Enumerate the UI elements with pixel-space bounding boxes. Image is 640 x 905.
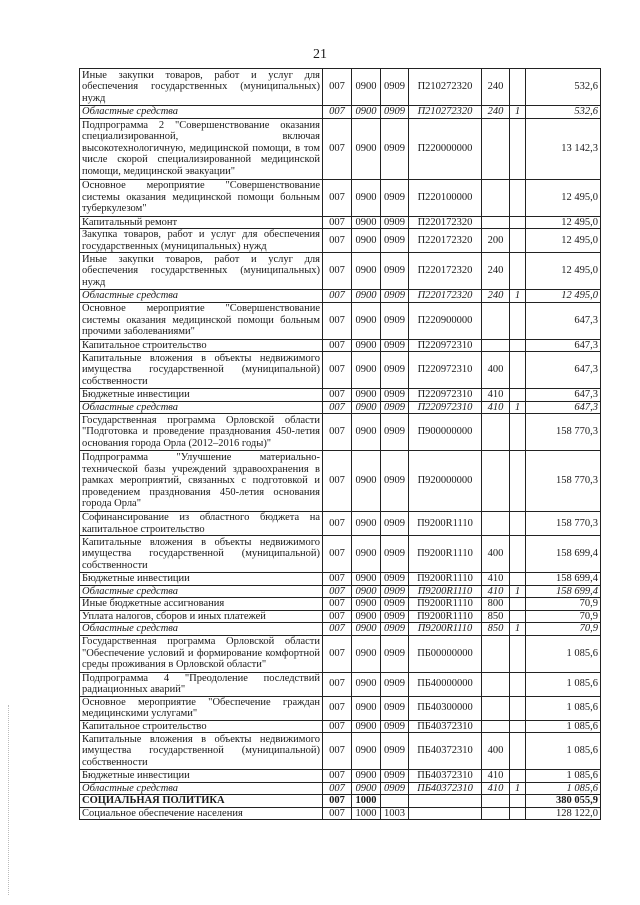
row-name-cell: Подпрограмма 2 "Совершенствование оказания специализированной, включая высокотехнологичную, медицинской помощи, в том числе скорой специализированной медицинской помощи, медицинской эвакуации" [80,118,323,179]
section-code-cell: 0900 [352,635,381,672]
amount-cell: 70,9 [526,598,601,611]
amount-cell: 12 495,0 [526,253,601,290]
amount-cell: 13 142,3 [526,118,601,179]
amount-cell: 1 085,6 [526,770,601,783]
expense-type-cell: 400 [482,733,510,770]
ved-code-cell: 007 [323,623,352,636]
row-name-cell: Закупка товаров, работ и услуг для обеспечения государственных (муниципальных) нужд [80,229,323,253]
expense-type-cell [482,451,510,512]
expense-type-cell: 410 [482,401,510,414]
ved-code-cell: 007 [323,302,352,339]
row-name-cell: Бюджетные инвестиции [80,389,323,402]
amount-cell: 158 770,3 [526,414,601,451]
margin-dotted-line [8,705,11,895]
section-code-cell: 0900 [352,389,381,402]
funding-source-cell [510,795,526,808]
table-row [80,253,601,290]
table-row [80,118,601,179]
table-row [80,512,601,536]
table-row [80,106,601,119]
funding-source-cell [510,635,526,672]
table-row [80,229,601,253]
section-code-cell: 0900 [352,253,381,290]
funding-source-cell [510,451,526,512]
expense-type-cell: 240 [482,290,510,303]
target-article-cell: П220000000 [409,118,482,179]
ved-code-cell: 007 [323,118,352,179]
table-row [80,401,601,414]
ved-code-cell: 007 [323,635,352,672]
subsection-code-cell: 0909 [381,720,409,733]
section-code-cell: 0900 [352,118,381,179]
expense-type-cell: 410 [482,782,510,795]
funding-source-cell [510,229,526,253]
subsection-code-cell: 0909 [381,414,409,451]
table-row [80,807,601,820]
target-article-cell: П220972310 [409,339,482,352]
expense-type-cell: 410 [482,389,510,402]
amount-cell: 12 495,0 [526,216,601,229]
subsection-code-cell: 0909 [381,512,409,536]
ved-code-cell: 007 [323,512,352,536]
row-name-cell: Иные закупки товаров, работ и услуг для обеспечения государственных (муниципальных) нужд [80,69,323,106]
amount-cell: 1 085,6 [526,720,601,733]
table-row [80,585,601,598]
expense-type-cell [482,672,510,696]
amount-cell: 647,3 [526,302,601,339]
funding-source-cell [510,598,526,611]
amount-cell: 1 085,6 [526,672,601,696]
funding-source-cell [510,216,526,229]
row-name-cell: Капитальное строительство [80,339,323,352]
funding-source-cell [510,414,526,451]
amount-cell: 647,3 [526,352,601,389]
row-name-cell: Капитальный ремонт [80,216,323,229]
row-name-cell: Иные бюджетные ассигнования [80,598,323,611]
funding-source-cell: 1 [510,782,526,795]
row-name-cell: Социальное обеспечение населения [80,807,323,820]
row-name-cell: Уплата налогов, сборов и иных платежей [80,610,323,623]
table-row [80,672,601,696]
amount-cell: 158 770,3 [526,451,601,512]
expense-type-cell: 200 [482,229,510,253]
expense-type-cell: 850 [482,610,510,623]
ved-code-cell: 007 [323,795,352,808]
ved-code-cell: 007 [323,696,352,720]
section-code-cell: 0900 [352,106,381,119]
ved-code-cell: 007 [323,229,352,253]
expense-type-cell [482,696,510,720]
target-article-cell: П220972310 [409,352,482,389]
expense-type-cell [482,807,510,820]
amount-cell: 380 055,9 [526,795,601,808]
target-article-cell: П9200R1110 [409,623,482,636]
table-row [80,623,601,636]
ved-code-cell: 007 [323,720,352,733]
expense-type-cell [482,414,510,451]
target-article-cell: П9200R1110 [409,573,482,586]
target-article-cell: П220972310 [409,389,482,402]
subsection-code-cell: 0909 [381,216,409,229]
subsection-code-cell: 1003 [381,807,409,820]
row-name-cell: Областные средства [80,585,323,598]
section-code-cell: 0900 [352,610,381,623]
row-name-cell: Капитальные вложения в объекты недвижимого имущества государственной (муниципальной) собственности [80,536,323,573]
amount-cell: 12 495,0 [526,229,601,253]
amount-cell: 1 085,6 [526,733,601,770]
target-article-cell: П220172320 [409,253,482,290]
ved-code-cell: 007 [323,389,352,402]
target-article-cell: ПБ40372310 [409,733,482,770]
subsection-code-cell: 0909 [381,253,409,290]
expense-type-cell: 410 [482,585,510,598]
expense-type-cell [482,512,510,536]
funding-source-cell [510,179,526,216]
section-code-cell: 0900 [352,770,381,783]
expense-type-cell: 400 [482,536,510,573]
expense-type-cell: 800 [482,598,510,611]
expense-type-cell: 410 [482,573,510,586]
subsection-code-cell: 0909 [381,610,409,623]
table-row [80,733,601,770]
table-row [80,782,601,795]
amount-cell: 158 699,4 [526,585,601,598]
funding-source-cell: 1 [510,290,526,303]
table-row [80,389,601,402]
table-row [80,339,601,352]
row-name-cell: Капитальное строительство [80,720,323,733]
ved-code-cell: 007 [323,451,352,512]
subsection-code-cell: 0909 [381,118,409,179]
table-row [80,795,601,808]
subsection-code-cell: 0909 [381,770,409,783]
funding-source-cell [510,770,526,783]
subsection-code-cell: 0909 [381,179,409,216]
expense-type-cell [482,302,510,339]
subsection-code-cell: 0909 [381,598,409,611]
ved-code-cell: 007 [323,216,352,229]
subsection-code-cell: 0909 [381,302,409,339]
funding-source-cell [510,69,526,106]
ved-code-cell: 007 [323,352,352,389]
amount-cell: 532,6 [526,69,601,106]
expense-type-cell: 400 [482,352,510,389]
amount-cell: 12 495,0 [526,290,601,303]
funding-source-cell [510,672,526,696]
table-row [80,635,601,672]
target-article-cell: П9200R1110 [409,598,482,611]
funding-source-cell [510,253,526,290]
target-article-cell: П920000000 [409,451,482,512]
section-code-cell: 0900 [352,290,381,303]
section-code-cell: 0900 [352,573,381,586]
subsection-code-cell: 0909 [381,573,409,586]
row-name-cell: Подпрограмма 4 "Преодоление последствий радиационных аварий" [80,672,323,696]
target-article-cell: П220172320 [409,229,482,253]
subsection-code-cell: 0909 [381,290,409,303]
target-article-cell [409,807,482,820]
row-name-cell: Капитальные вложения в объекты недвижимого имущества государственной (муниципальной) собственности [80,733,323,770]
table-row [80,352,601,389]
table-row [80,216,601,229]
subsection-code-cell: 0909 [381,635,409,672]
section-code-cell: 0900 [352,216,381,229]
subsection-code-cell [381,795,409,808]
ved-code-cell: 007 [323,69,352,106]
expense-type-cell [482,118,510,179]
section-code-cell: 0900 [352,339,381,352]
target-article-cell: П9200R1110 [409,512,482,536]
row-name-cell: Областные средства [80,106,323,119]
subsection-code-cell: 0909 [381,672,409,696]
subsection-code-cell: 0909 [381,782,409,795]
funding-source-cell [510,512,526,536]
row-name-cell: СОЦИАЛЬНАЯ ПОЛИТИКА [80,795,323,808]
subsection-code-cell: 0909 [381,585,409,598]
section-code-cell: 0900 [352,672,381,696]
table-row [80,598,601,611]
ved-code-cell: 007 [323,807,352,820]
row-name-cell: Иные закупки товаров, работ и услуг для обеспечения государственных (муниципальных) нужд [80,253,323,290]
expense-type-cell: 410 [482,770,510,783]
row-name-cell: Государственная программа Орловской области "Обеспечение условий и формирование комфортной среды проживания в Орловской области" [80,635,323,672]
amount-cell: 532,6 [526,106,601,119]
target-article-cell: ПБ40372310 [409,782,482,795]
funding-source-cell: 1 [510,401,526,414]
funding-source-cell [510,118,526,179]
target-article-cell: П210272320 [409,69,482,106]
section-code-cell: 0900 [352,179,381,216]
row-name-cell: Областные средства [80,623,323,636]
subsection-code-cell: 0909 [381,536,409,573]
expense-type-cell: 850 [482,623,510,636]
subsection-code-cell: 0909 [381,389,409,402]
funding-source-cell: 1 [510,585,526,598]
section-code-cell: 0900 [352,720,381,733]
row-name-cell: Капитальные вложения в объекты недвижимого имущества государственной (муниципальной) собственности [80,352,323,389]
ved-code-cell: 007 [323,610,352,623]
table-row [80,69,601,106]
expense-type-cell: 240 [482,106,510,119]
ved-code-cell: 007 [323,401,352,414]
amount-cell: 647,3 [526,339,601,352]
row-name-cell: Областные средства [80,401,323,414]
ved-code-cell: 007 [323,585,352,598]
section-code-cell: 0900 [352,782,381,795]
subsection-code-cell: 0909 [381,696,409,720]
ved-code-cell: 007 [323,672,352,696]
table-row [80,536,601,573]
funding-source-cell [510,339,526,352]
row-name-cell: Софинансирование из областного бюджета на капитальное строительство [80,512,323,536]
ved-code-cell: 007 [323,339,352,352]
target-article-cell: П220972310 [409,401,482,414]
section-code-cell: 0900 [352,401,381,414]
expense-type-cell: 240 [482,253,510,290]
funding-source-cell [510,389,526,402]
ved-code-cell: 007 [323,573,352,586]
amount-cell: 70,9 [526,623,601,636]
section-code-cell: 0900 [352,623,381,636]
section-code-cell: 0900 [352,598,381,611]
amount-cell: 128 122,0 [526,807,601,820]
subsection-code-cell: 0909 [381,229,409,253]
ved-code-cell: 007 [323,782,352,795]
subsection-code-cell: 0909 [381,339,409,352]
section-code-cell: 0900 [352,733,381,770]
table-row [80,451,601,512]
expense-type-cell: 240 [482,69,510,106]
subsection-code-cell: 0909 [381,352,409,389]
ved-code-cell: 007 [323,414,352,451]
table-row [80,720,601,733]
amount-cell: 647,3 [526,401,601,414]
subsection-code-cell: 0909 [381,401,409,414]
amount-cell: 158 770,3 [526,512,601,536]
funding-source-cell: 1 [510,106,526,119]
ved-code-cell: 007 [323,770,352,783]
table-row [80,610,601,623]
target-article-cell: П220172320 [409,216,482,229]
row-name-cell: Основное мероприятие "Обеспечение граждан медицинскими услугами" [80,696,323,720]
table-row [80,770,601,783]
section-code-cell: 0900 [352,69,381,106]
row-name-cell: Подпрограмма "Улучшение материально-технической базы учреждений здравоохранения в рамках мероприятий, связанных с подготовкой и проведением празднования 450-летия основания города Орла" [80,451,323,512]
funding-source-cell [510,352,526,389]
subsection-code-cell: 0909 [381,106,409,119]
target-article-cell: ПБ40300000 [409,696,482,720]
ved-code-cell: 007 [323,733,352,770]
ved-code-cell: 007 [323,179,352,216]
row-name-cell: Государственная программа Орловской области "Подготовка и проведение празднования 450-летия основания города Орла (2012–2016 годы)" [80,414,323,451]
section-code-cell: 0900 [352,696,381,720]
row-name-cell: Бюджетные инвестиции [80,770,323,783]
funding-source-cell [510,733,526,770]
funding-source-cell [510,536,526,573]
table-row [80,573,601,586]
amount-cell: 158 699,4 [526,573,601,586]
target-article-cell: П900000000 [409,414,482,451]
funding-source-cell [510,696,526,720]
ved-code-cell: 007 [323,106,352,119]
funding-source-cell [510,720,526,733]
row-name-cell: Областные средства [80,782,323,795]
target-article-cell: П220900000 [409,302,482,339]
row-name-cell: Основное мероприятие "Совершенствование системы оказания медицинской помощи больным туберкулезом" [80,179,323,216]
section-code-cell: 1000 [352,795,381,808]
section-code-cell: 1000 [352,807,381,820]
target-article-cell: ПБ00000000 [409,635,482,672]
table-row [80,414,601,451]
ved-code-cell: 007 [323,290,352,303]
subsection-code-cell: 0909 [381,69,409,106]
amount-cell: 1 085,6 [526,635,601,672]
section-code-cell: 0900 [352,512,381,536]
target-article-cell: П220100000 [409,179,482,216]
amount-cell: 1 085,6 [526,696,601,720]
budget-table-body [80,69,601,820]
target-article-cell: П9200R1110 [409,536,482,573]
row-name-cell: Областные средства [80,290,323,303]
target-article-cell: П9200R1110 [409,610,482,623]
target-article-cell: П210272320 [409,106,482,119]
subsection-code-cell: 0909 [381,451,409,512]
expense-type-cell [482,339,510,352]
section-code-cell: 0900 [352,302,381,339]
table-row [80,696,601,720]
ved-code-cell: 007 [323,536,352,573]
expense-type-cell [482,720,510,733]
row-name-cell: Бюджетные инвестиции [80,573,323,586]
section-code-cell: 0900 [352,352,381,389]
section-code-cell: 0900 [352,585,381,598]
target-article-cell: П9200R1110 [409,585,482,598]
funding-source-cell [510,302,526,339]
funding-source-cell [510,573,526,586]
target-article-cell: ПБ40372310 [409,720,482,733]
subsection-code-cell: 0909 [381,733,409,770]
subsection-code-cell: 0909 [381,623,409,636]
funding-source-cell [510,807,526,820]
table-row [80,179,601,216]
table-row [80,290,601,303]
section-code-cell: 0900 [352,414,381,451]
amount-cell: 70,9 [526,610,601,623]
table-row [80,302,601,339]
section-code-cell: 0900 [352,536,381,573]
target-article-cell: ПБ40372310 [409,770,482,783]
expense-type-cell [482,179,510,216]
ved-code-cell: 007 [323,253,352,290]
expense-type-cell [482,216,510,229]
page-number: 21 [313,47,327,62]
amount-cell: 158 699,4 [526,536,601,573]
section-code-cell: 0900 [352,451,381,512]
target-article-cell [409,795,482,808]
expense-type-cell [482,635,510,672]
row-name-cell: Основное мероприятие "Совершенствование системы оказания медицинской помощи больным прочими заболеваниями" [80,302,323,339]
target-article-cell: П220172320 [409,290,482,303]
expense-type-cell [482,795,510,808]
budget-table [79,68,601,820]
amount-cell: 12 495,0 [526,179,601,216]
amount-cell: 647,3 [526,389,601,402]
section-code-cell: 0900 [352,229,381,253]
amount-cell: 1 085,6 [526,782,601,795]
ved-code-cell: 007 [323,598,352,611]
funding-source-cell [510,610,526,623]
target-article-cell: ПБ40000000 [409,672,482,696]
funding-source-cell: 1 [510,623,526,636]
